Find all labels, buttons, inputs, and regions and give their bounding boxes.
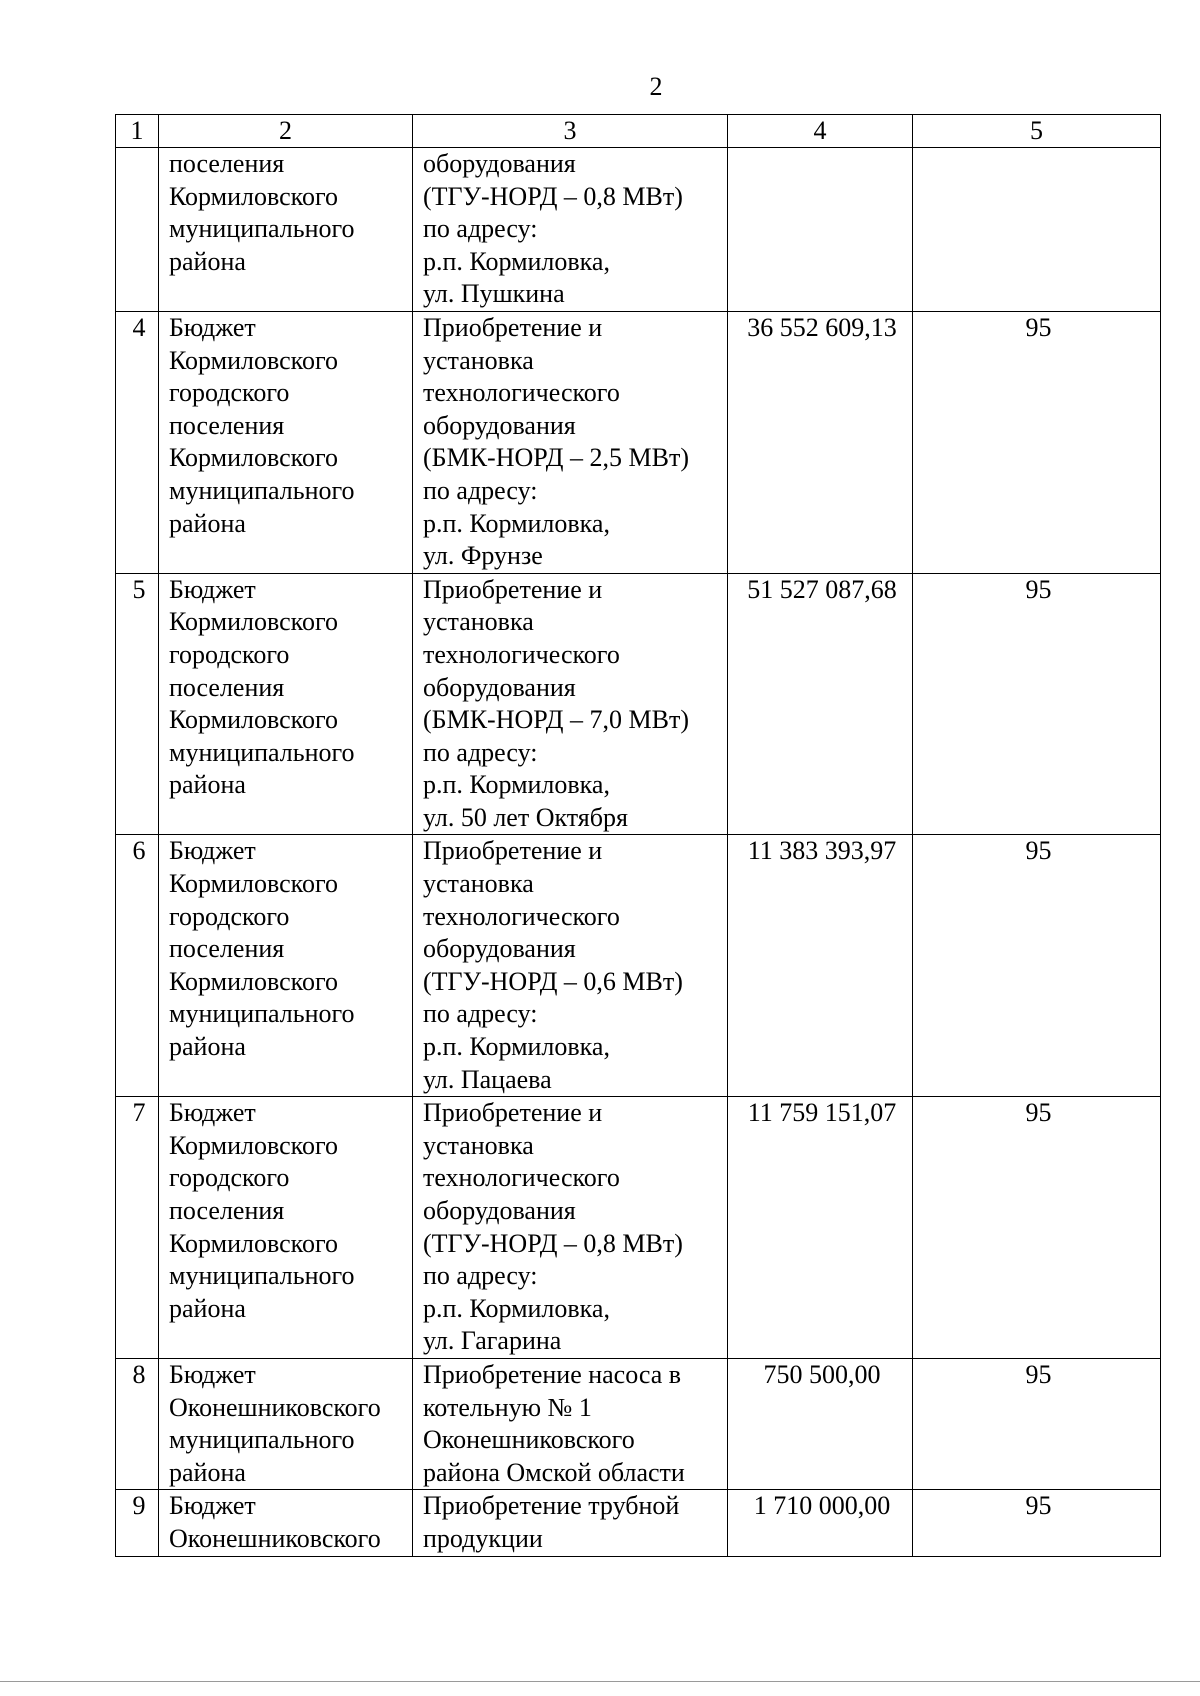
row-number: 6 [116, 835, 159, 1097]
funding-source-line: муниципального [169, 737, 355, 767]
table-row [116, 1490, 1161, 1556]
description-line: по адресу: [423, 475, 538, 505]
description-line: по адресу: [423, 737, 538, 767]
row-number: 5 [116, 573, 159, 835]
table-row [116, 1358, 1161, 1489]
funding-source-line: муниципального [169, 1425, 355, 1455]
description-line: установка [423, 345, 534, 375]
row-number: 4 [116, 311, 159, 573]
funding-source-line: городского [169, 1163, 290, 1193]
funding-source-cell [159, 148, 413, 312]
funding-source-line: поселения [169, 934, 285, 964]
header-col-5: 5 [913, 115, 1161, 148]
funding-source-line: городского [169, 901, 290, 931]
funding-source-cell [159, 835, 413, 1097]
percent-cell: 95 [913, 1097, 1161, 1359]
description-line: установка [423, 869, 534, 899]
amount-cell: 11 759 151,07 [728, 1097, 913, 1359]
description-line: (ТГУ-НОРД – 0,6 МВт) [423, 966, 683, 996]
funding-source-line: Кормиловского [169, 705, 338, 735]
amount-cell: 11 383 393,97 [728, 835, 913, 1097]
funding-source-line: района [169, 770, 246, 800]
description-cell [413, 835, 728, 1097]
description-cell [413, 148, 728, 312]
percent-cell: 95 [913, 835, 1161, 1097]
description-line: оборудования [423, 149, 576, 178]
amount-cell: 1 710 000,00 [728, 1490, 913, 1556]
description-line: установка [423, 607, 534, 637]
description-line: Приобретение и [423, 312, 603, 342]
amount-cell: 36 552 609,13 [728, 311, 913, 573]
funding-source-line: городского [169, 639, 290, 669]
funding-source-line: поселения [169, 1196, 285, 1225]
funding-source-line: городского [169, 378, 290, 408]
budget-table [115, 114, 1161, 1557]
funding-source-line: Бюджет [169, 1359, 256, 1389]
table-row [116, 835, 1161, 1097]
description-line: по адресу: [423, 999, 538, 1029]
funding-source-line: Бюджет [169, 1491, 256, 1521]
funding-source-line: района [169, 1457, 246, 1487]
description-cell [413, 1490, 728, 1556]
description-line: Оконешниковского [423, 1425, 635, 1455]
percent-cell: 95 [913, 573, 1161, 835]
table-row [116, 148, 1161, 312]
funding-source-line: района [169, 246, 246, 276]
description-line: ул. Пушкина [423, 279, 565, 309]
description-cell [413, 1358, 728, 1489]
funding-source-line: муниципального [169, 475, 355, 505]
header-col-1: 1 [116, 115, 159, 148]
description-line: установка [423, 1130, 534, 1160]
description-line: Приобретение и [423, 836, 603, 866]
row-number: 9 [116, 1490, 159, 1556]
amount-cell: 750 500,00 [728, 1358, 913, 1489]
header-row [116, 115, 1161, 148]
bottom-divider [0, 1681, 1200, 1682]
funding-source-line: Кормиловского [169, 966, 338, 996]
description-line: ул. Пацаева [423, 1064, 552, 1094]
funding-source-line: Кормиловского [169, 181, 338, 211]
amount-cell: 51 527 087,68 [728, 573, 913, 835]
percent-cell: 95 [913, 311, 1161, 573]
description-line: котельную № 1 [423, 1392, 592, 1422]
header-col-3: 3 [413, 115, 728, 148]
table-body [116, 148, 1161, 1557]
funding-source-line: Кормиловского [169, 869, 338, 899]
description-line: Приобретение и [423, 574, 603, 604]
description-line: (БМК-НОРД – 2,5 МВт) [423, 443, 689, 473]
description-line: оборудования [423, 672, 576, 702]
funding-source-line: Бюджет [169, 1098, 256, 1128]
description-line: оборудования [423, 410, 576, 440]
funding-source-line: Кормиловского [169, 1130, 338, 1160]
funding-source-line: поселения [169, 410, 285, 440]
funding-source-line: Бюджет [169, 836, 256, 866]
funding-source-cell [159, 1097, 413, 1359]
funding-source-line: района [169, 1293, 246, 1323]
description-line: продукции [423, 1523, 543, 1553]
header-col-2: 2 [159, 115, 413, 148]
funding-source-line: Бюджет [169, 574, 256, 604]
description-line: технологического [423, 378, 620, 408]
funding-source-line: Кормиловского [169, 1228, 338, 1258]
description-line: р.п. Кормиловка, [423, 770, 610, 800]
funding-source-line: муниципального [169, 214, 355, 244]
funding-source-line: поселения [169, 149, 285, 178]
description-line: технологического [423, 901, 620, 931]
row-number: 7 [116, 1097, 159, 1359]
funding-source-cell [159, 1358, 413, 1489]
percent-cell: 95 [913, 1490, 1161, 1556]
description-line: Приобретение насоса в [423, 1359, 682, 1389]
description-line: оборудования [423, 934, 576, 964]
description-line: Приобретение трубной [423, 1491, 680, 1521]
percent-cell: 95 [913, 1358, 1161, 1489]
description-line: технологического [423, 639, 620, 669]
description-line: по адресу: [423, 214, 538, 244]
row-number [116, 148, 159, 312]
funding-source-line: Бюджет [169, 312, 256, 342]
description-line: (БМК-НОРД – 7,0 МВт) [423, 705, 689, 735]
funding-source-cell [159, 1490, 413, 1556]
description-line: р.п. Кормиловка, [423, 1293, 610, 1323]
funding-source-line: поселения [169, 672, 285, 702]
percent-cell [913, 148, 1161, 312]
funding-source-line: района [169, 1032, 246, 1062]
description-line: по адресу: [423, 1261, 538, 1291]
description-cell [413, 573, 728, 835]
description-line: технологического [423, 1163, 620, 1193]
description-cell [413, 1097, 728, 1359]
table-row [116, 1097, 1161, 1359]
funding-source-line: Оконешниковского [169, 1523, 381, 1553]
description-line: р.п. Кормиловка, [423, 1032, 610, 1062]
description-line: Приобретение и [423, 1098, 603, 1128]
funding-source-cell [159, 311, 413, 573]
description-line: ул. 50 лет Октября [423, 802, 628, 832]
table-row [116, 573, 1161, 835]
description-cell [413, 311, 728, 573]
funding-source-line: района [169, 508, 246, 538]
funding-source-line: Кормиловского [169, 345, 338, 375]
description-line: ул. Фрунзе [423, 541, 543, 571]
table-row [116, 311, 1161, 573]
funding-source-line: Кормиловского [169, 443, 338, 473]
row-number: 8 [116, 1358, 159, 1489]
funding-source-cell [159, 573, 413, 835]
description-line: ул. Гагарина [423, 1326, 562, 1356]
header-col-4: 4 [728, 115, 913, 148]
funding-source-line: Кормиловского [169, 607, 338, 637]
description-line: р.п. Кормиловка, [423, 246, 610, 276]
description-line: (ТГУ-НОРД – 0,8 МВт) [423, 1228, 683, 1258]
funding-source-line: муниципального [169, 999, 355, 1029]
funding-source-line: Оконешниковского [169, 1392, 381, 1422]
funding-source-line: муниципального [169, 1261, 355, 1291]
description-line: р.п. Кормиловка, [423, 508, 610, 538]
amount-cell [728, 148, 913, 312]
page-number: 2 [649, 72, 663, 101]
description-line: района Омской области [423, 1457, 685, 1487]
description-line: (ТГУ-НОРД – 0,8 МВт) [423, 181, 683, 211]
description-line: оборудования [423, 1196, 576, 1225]
